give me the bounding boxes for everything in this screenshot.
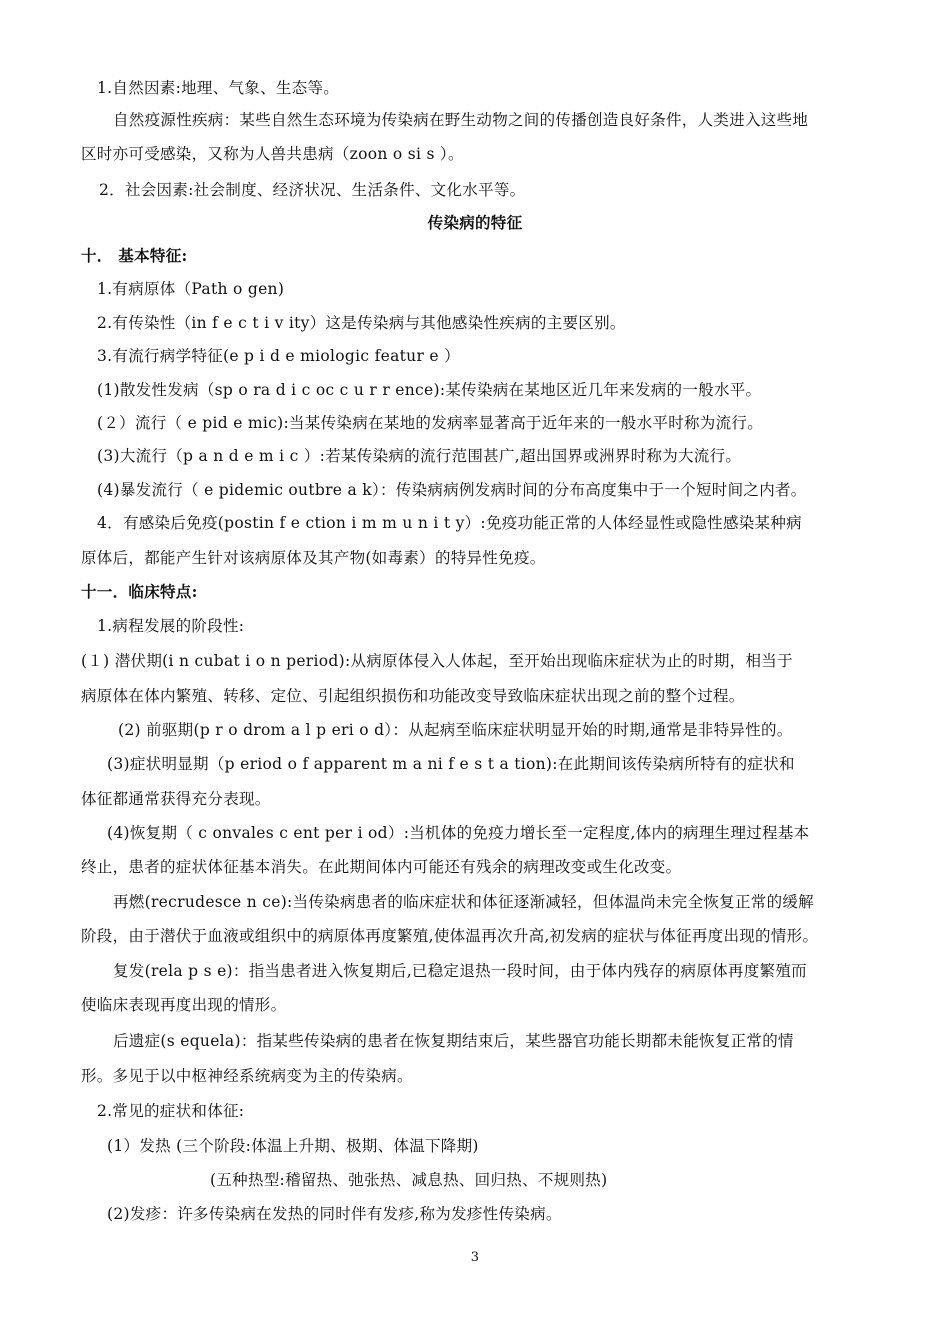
text-line: 1.有病原体（Path o gen)	[97, 280, 285, 298]
text-line: 体征都通常获得充分表现。	[81, 790, 271, 808]
text-line: 阶段，由于潜伏于血液或组织中的病原体再度繁殖,使体温再次升高,初发病的症状与体征再度出现的情形。	[81, 927, 819, 945]
text-line: 2．社会因素:社会制度、经济状况、生活条件、文化水平等。	[99, 181, 526, 199]
text-line: (１) 潜伏期(i n cubat i o n period):从病原体侵入人体起，至开始出现临床症状为止的时期，相当于	[81, 652, 793, 670]
text-line: 3.有流行病学特征(e p i d e miologic featur e ）	[97, 347, 460, 365]
text-line: 形。多见于以中枢神经系统病变为主的传染病。	[81, 1067, 413, 1085]
text-line: (3)大流行（p a n d e m i c ）:若某传染病的流行范围甚广,超出国界或洲界时称为大流行。	[97, 447, 742, 465]
text-line: 2.有传染性（in f e c t i v ity）这是传染病与其他感染性疾病的主要区别。	[97, 314, 626, 332]
section-title: 传染病的特征	[427, 213, 523, 232]
text-line: (2) 前驱期(p r o drom a l p eri o d）：从起病至临床症状明显开始的时期,通常是非特异性的。	[118, 721, 793, 739]
text-line: (五种热型:稽留热、弛张热、减息热、回归热、不规则热)	[210, 1171, 608, 1189]
text-line: 后遗症(s equela)：指某些传染病的患者在恢复期结束后，某些器官功能长期都未能恢复正常的情	[113, 1032, 794, 1050]
text-line: (1)散发性发病（sp o ra d i c oc c u r r ence):某传染病在某地区近几年来发病的一般水平。	[97, 381, 762, 399]
text-line: 区时亦可受感染，又称为人兽共患病（zoon o si s ）。	[81, 145, 464, 163]
text-line: (4)暴发流行（ e pidemic outbre a k）：传染病病例发病时间的分布高度集中于一个短时间之内者。	[97, 481, 807, 499]
text-line: 2.常见的症状和体征:	[97, 1102, 245, 1120]
text-line: 自然疫源性疾病：某些自然生态环境为传染病在野生动物之间的传播创造良好条件，人类进入这些地	[113, 111, 809, 129]
section-heading: 十． 基本特征:	[81, 246, 188, 265]
text-line: 病原体在体内繁殖、转移、定位、引起组织损伤和功能改变导致临床症状出现之前的整个过程。	[81, 687, 745, 705]
section-heading: 十一．临床特点:	[81, 582, 198, 601]
text-line: 复发(rela p s e)：指当患者进入恢复期后,已稳定退热一段时间，由于体内残存的病原体再度繁殖而	[113, 962, 807, 980]
text-line: (1）发热 (三个阶段:体温上升期、极期、体温下降期)	[107, 1137, 479, 1155]
text-line: 再燃(recrudesce n ce):当传染病患者的临床症状和体征逐渐减轻，但体温尚未完全恢复正常的缓解	[113, 893, 814, 911]
text-line: 1.自然因素:地理、气象、生态等。	[97, 79, 340, 97]
page-number: 3	[470, 1250, 480, 1265]
text-line: (4)恢复期（ c onvales c ent per i od）:当机体的免疫力增长至一定程度,体内的病理生理过程基本	[107, 824, 810, 842]
text-line: 1.病程发展的阶段性:	[97, 617, 245, 635]
text-line: (２）流行（ e pid e mic):当某传染病在某地的发病率显著高于近年来的一般水平时称为流行。	[97, 414, 764, 432]
text-line: (3)症状明显期（p eriod o f apparent m a ni f e s t a tion):在此期间该传染病所特有的症状和	[107, 755, 795, 773]
text-line: 4．有感染后免疫(postin f e ction i m m u n i t y）:免疫功能正常的人体经显性或隐性感染某种病	[97, 514, 802, 532]
text-line: (2)发疹：许多传染病在发热的同时伴有发疹,称为发疹性传染病。	[107, 1205, 562, 1223]
text-line: 原体后，都能产生针对该病原体及其产物(如毒素）的特异性免疫。	[81, 549, 546, 567]
text-line: 终止，患者的症状体征基本消失。在此期间体内可能还有残余的病理改变或生化改变。	[81, 858, 682, 876]
text-line: 使临床表现再度出现的情形。	[81, 996, 287, 1014]
